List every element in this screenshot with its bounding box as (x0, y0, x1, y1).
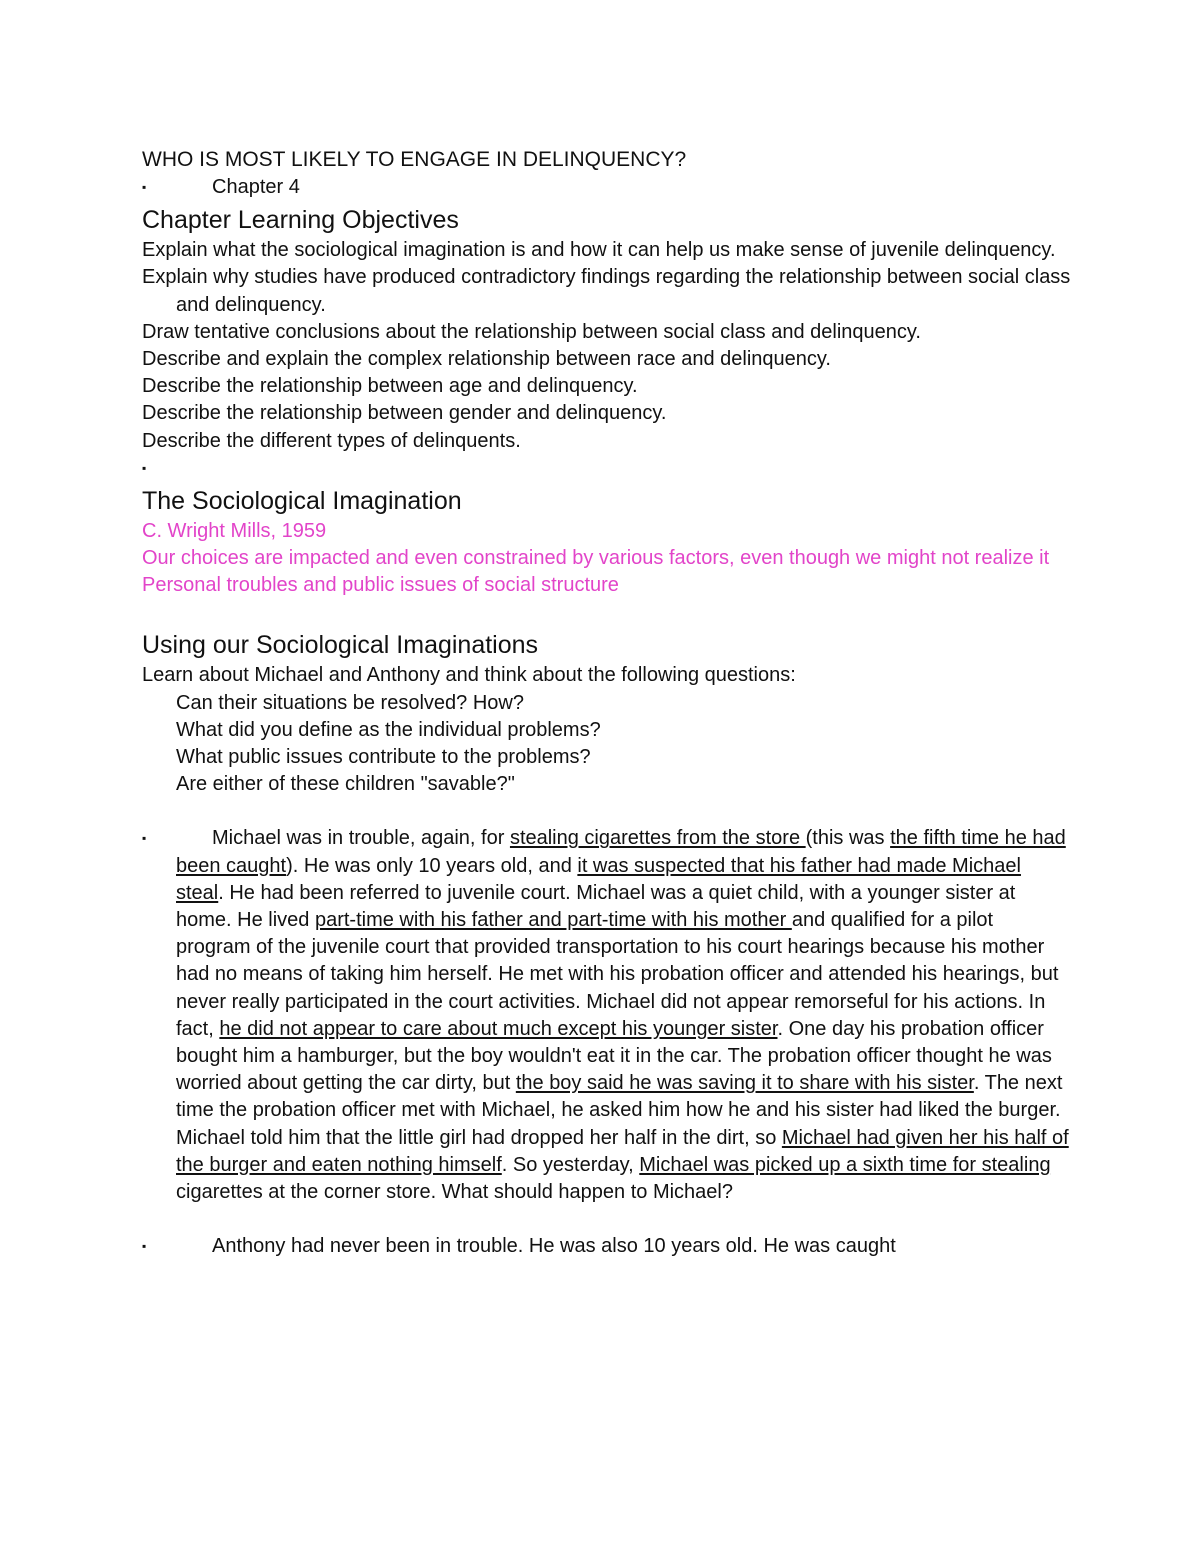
michael-paragraph-row (142, 825, 1072, 1206)
objective-item: Describe the different types of delinquents. (142, 429, 521, 452)
michael-text: . One day his probation officer bought him a hamburger, but the boy wouldn't eat it in the car. The probation officer thought he was worried about getting the car dirty, but (176, 1017, 1052, 1095)
sociological-imagination-item: Our choices are impacted and even constrained by various factors, even though we might not realize it (142, 547, 1050, 570)
michael-underlined: the boy said he was saving it to share with his sister (515, 1072, 974, 1095)
using-heading: Using our Sociological Imaginations (142, 631, 539, 660)
michael-text: . He had been referred to juvenile court. Michael was a quiet child, with a younger sister at home. He lived (176, 881, 1016, 932)
spacer (142, 1206, 1072, 1233)
bullet-icon: ▪ (142, 460, 147, 475)
objective-item: Explain why studies have produced contradictory findings regarding the relationship between social class and delinquency. (142, 266, 1071, 316)
michael-underlined: stealing cigarettes from the store (509, 827, 806, 850)
question-item: What public issues contribute to the problems? (176, 746, 591, 769)
empty-bullet-line (142, 455, 1072, 482)
sociological-imagination-heading: The Sociological Imagination (142, 486, 462, 515)
sociological-imagination-item: C. Wright Mills, 1959 (142, 519, 327, 542)
michael-text: (this was (805, 827, 891, 850)
objective-item: Explain what the sociological imagination is and how it can help us make sense of juvenile delinquency. (142, 239, 1056, 262)
michael-text: cigarettes at the corner store. What should happen to Michael? (176, 1181, 733, 1204)
question-item: Are either of these children "savable?" (176, 773, 515, 796)
document-content (142, 146, 1072, 1261)
michael-text: . The next time the probation officer met with Michael, he asked him how he and his sister had liked the burger. Michael told him that the little girl had dropped her half in the dirt, so (176, 1072, 1063, 1149)
michael-underlined: Michael had given her his half of the burger and eaten nothing himself (176, 1126, 1069, 1176)
anthony-paragraph (176, 1233, 1072, 1260)
anthony-paragraph-row (142, 1233, 1072, 1260)
michael-text: and qualified for a pilot program of the juvenile court that provided transportation to his court hearings because his mother had no means of taking him herself. He met with his probation officer and attended his hearings, but never really participated in the court activities. Michael did not appear remorseful for his actions. In fact, (176, 909, 1059, 1040)
objectives-heading: Chapter Learning Objectives (142, 206, 459, 235)
bullet-icon: ▪ (142, 1239, 147, 1254)
question-item: What did you define as the individual problems? (176, 718, 601, 741)
spacer (142, 599, 1072, 626)
using-intro: Learn about Michael and Anthony and think about the following questions: (142, 664, 796, 687)
michael-paragraph (176, 825, 1072, 1206)
michael-text: ). He was only 10 years old, and (286, 854, 578, 877)
page-title: WHO IS MOST LIKELY TO ENGAGE IN DELINQUENCY? (142, 148, 687, 171)
michael-underlined: he did not appear to care about much except his younger sister (219, 1017, 778, 1040)
objective-item: Describe the relationship between age and delinquency. (142, 375, 638, 398)
anthony-text: Anthony had never been in trouble. He was also 10 years old. He was caught (212, 1235, 896, 1258)
michael-underlined: it was suspected that his father had made Michael steal (176, 854, 1021, 904)
michael-underlined: Michael was picked up a sixth time for stealing (639, 1153, 1051, 1176)
objective-item: Describe and explain the complex relationship between race and delinquency. (142, 348, 831, 371)
chapter-label: Chapter 4 (212, 176, 300, 198)
michael-underlined: part-time with his father and part-time with his mother (314, 909, 792, 932)
question-item: Can their situations be resolved? How? (176, 691, 524, 714)
bullet-icon: ▪ (142, 180, 147, 194)
sociological-imagination-item: Personal troubles and public issues of social structure (142, 574, 619, 597)
michael-text: . So yesterday, (501, 1153, 640, 1176)
objective-item: Describe the relationship between gender and delinquency. (142, 402, 667, 425)
spacer (142, 798, 1072, 825)
bullet-icon: ▪ (142, 831, 147, 846)
michael-text: Michael was in trouble, again, for (212, 827, 510, 850)
objective-item: Draw tentative conclusions about the relationship between social class and delinquency. (142, 320, 921, 343)
chapter-line (142, 174, 1072, 201)
michael-underlined: the fifth time he had been caught (176, 827, 1066, 877)
